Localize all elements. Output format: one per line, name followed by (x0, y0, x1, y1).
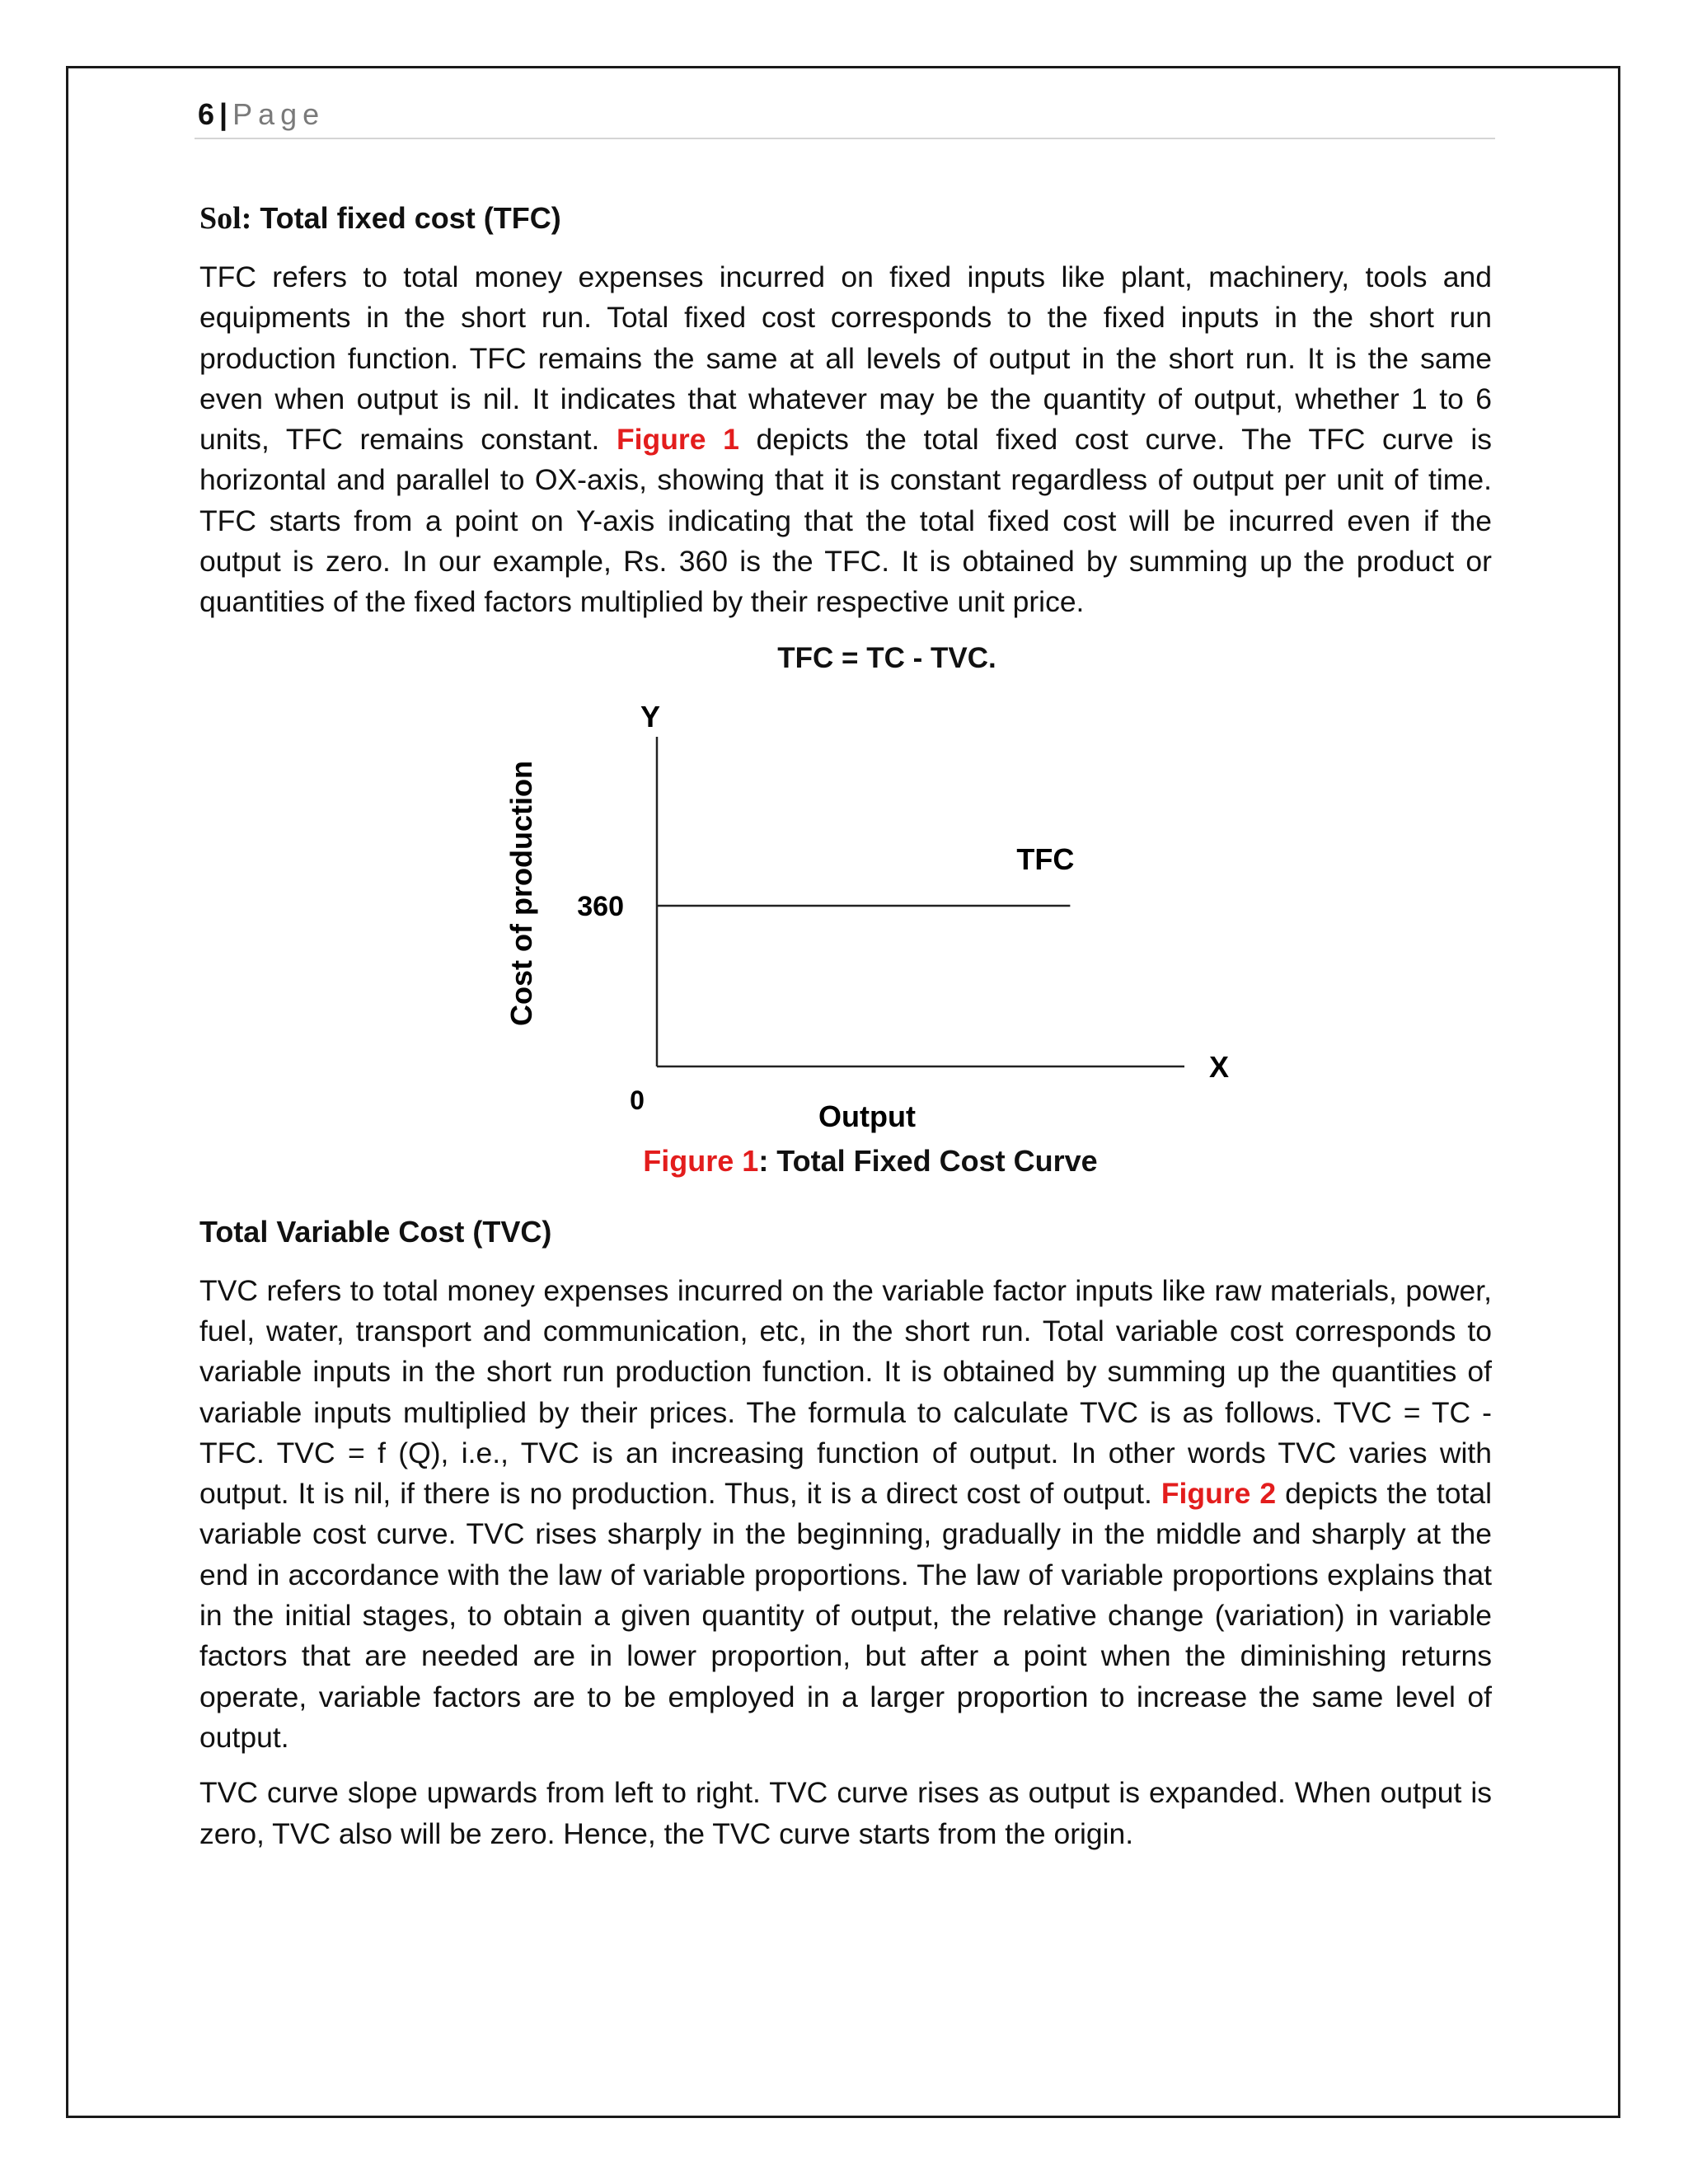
tfc-chart (199, 679, 1492, 1141)
tfc-chart-svg (199, 679, 1492, 1141)
tvc-paragraph-1 (199, 1271, 1492, 1759)
tfc-paragraph-text-2: depicts the total fixed cost curve. The TFC curve is horizontal and parallel to OX-axis, showing that it is constant regardless of output per unit of time. TFC starts from a point on Y-axis indicating that the total fixed cost will be incurred even if the output is zero. In our example, Rs. 360 is the TFC. It is obtained by summing up the product or quantities of the fixed factors multiplied by their respective unit price. (199, 423, 1492, 619)
tfc-paragraph (199, 257, 1492, 623)
y-axis-name: Y (640, 699, 661, 733)
sol-prefix: Sol: (199, 201, 252, 236)
figure-1-caption (199, 1141, 1492, 1182)
section-heading-tfc (199, 198, 1492, 239)
origin-label: 0 (630, 1085, 645, 1115)
page-header (198, 97, 325, 132)
section-heading-tvc: Total Variable Cost (TVC) (199, 1214, 552, 1249)
header-separator: | (219, 97, 228, 131)
x-axis-name: X (1208, 1049, 1230, 1084)
tfc-heading-text: Total fixed cost (TFC) (251, 201, 561, 235)
y-axis-label: Cost of production (504, 760, 538, 1026)
tvc-paragraph-1-text-1: TVC refers to total money expenses incurred on the variable factor inputs like raw materials, power, fuel, water, transport and communication, etc, in the short run. Total variable cost corresponds to variable inputs in the short run production function. It is obtained by summing up the quantities of variable inputs multiplied by their prices. The formula to calculate TVC is as follows. TVC = TC - TFC. TVC = f (Q), i.e., TVC is an increasing function of output. In other words TVC varies with output. It is nil, if there is no production. Thus, it is a direct cost of output. (199, 1273, 1492, 1511)
figure-1-caption-label: Figure 1 (643, 1143, 759, 1178)
tfc-series-label: TFC (1016, 841, 1075, 876)
tvc-paragraph-1-text-2: depicts the total variable cost curve. TVC rises sharply in the beginning, gradually in the middle and sharply at the end in accordance with the law of variable proportions. The law of variable proportions explains that in the initial stages, to obtain a given quantity of output, the relative change (variation) in variable factors that are needed are in lower proportion, but after a point when the diminishing returns operate, variable factors are to be employed in a larger proportion to increase the same level of output. (199, 1477, 1492, 1754)
figure-1-reference: Figure 1 (617, 423, 739, 457)
tfc-formula: TFC = TC - TVC. (777, 641, 996, 674)
page-label: Page (232, 97, 326, 131)
figure-2-reference: Figure 2 (1160, 1477, 1277, 1511)
figure-1-caption-text: : Total Fixed Cost Curve (758, 1143, 1098, 1178)
header-rule (195, 138, 1495, 139)
tvc-paragraph-2: TVC curve slope upwards from left to right. TVC curve rises as output is expanded. When output is zero, TVC also will be zero. Hence, the TVC curve starts from the origin. (199, 1776, 1492, 1850)
tfc-paragraph-text-1: TFC refers to total money expenses incurred on fixed inputs like plant, machinery, tools and equipments in the short run. Total fixed cost corresponds to the fixed inputs in the short run production function. TFC remains the same at all levels of output in the short run. It is the same even when output is nil. It indicates that whatever may be the quantity of output, whether 1 to 6 units, TFC remains constant. (199, 260, 1492, 457)
ytick-label-360: 360 (577, 890, 624, 922)
page-number: 6 (198, 97, 215, 131)
page-content (199, 198, 1492, 1869)
x-axis-label: Output (818, 1099, 916, 1133)
